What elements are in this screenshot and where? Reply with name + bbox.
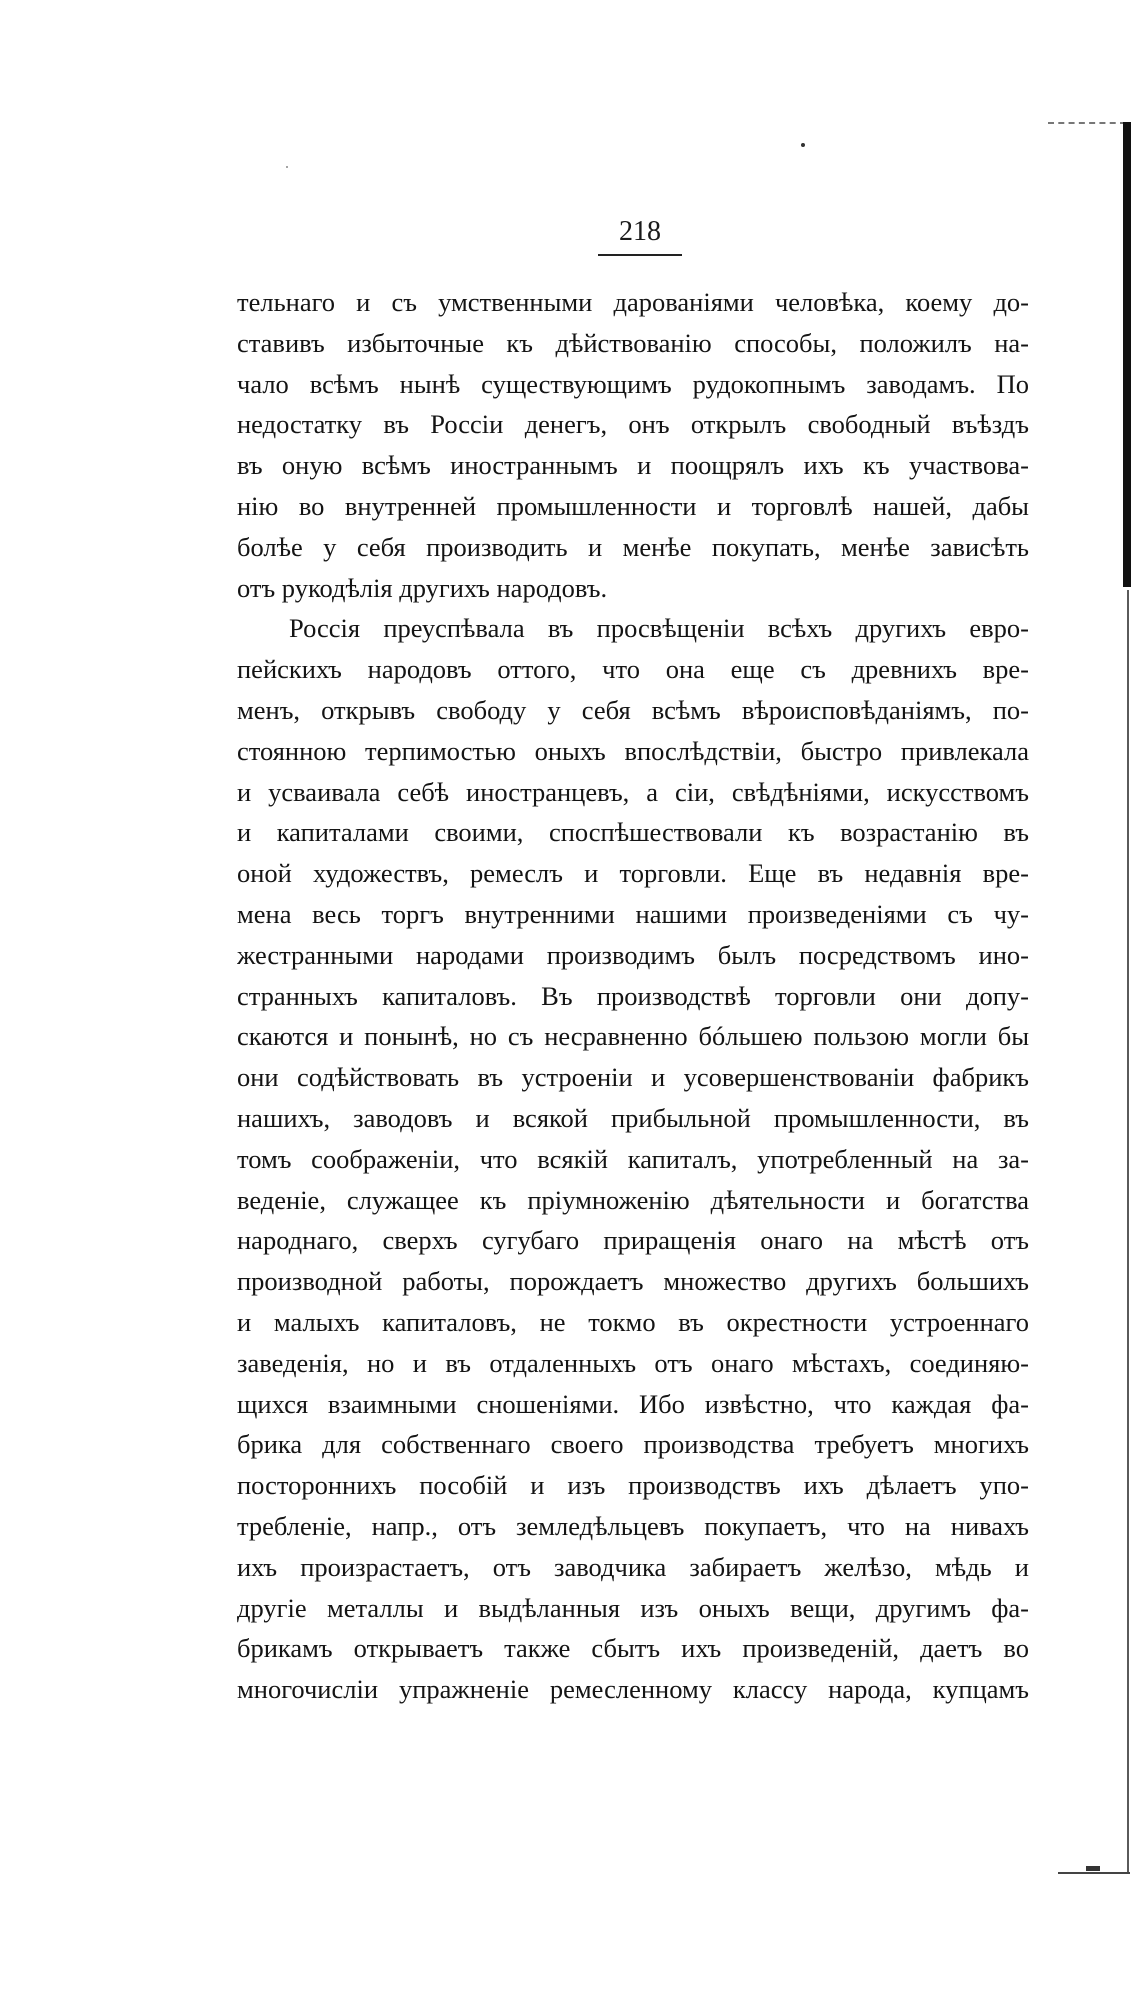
text-line: нiю во внутренней промышленности и торговлѣ нашей, дабы <box>237 490 1029 521</box>
text-line: народнаго, сверхъ сугубаго приращенiя онаго на мѣстѣ отъ <box>237 1225 1029 1256</box>
text-line: постороннихъ пособiй и изъ производствъ ихъ дѣлаетъ упо- <box>237 1470 1029 1501</box>
ink-speck <box>286 166 288 168</box>
text-line: нашихъ, заводовъ и всякой прибыльной промышленности, въ <box>237 1102 1029 1133</box>
scan-edge-shadow <box>1123 122 1131 587</box>
scan-edge-mark <box>1086 1866 1100 1871</box>
text-line: недостатку въ Россiи денегъ, онъ открылъ свободный въѣздъ <box>237 409 1029 440</box>
text-line: брикамъ открываетъ также сбытъ ихъ произведенiй, даетъ во <box>237 1633 1029 1664</box>
text-line: томъ соображенiи, что всякiй капиталъ, употребленный на за- <box>237 1143 1029 1174</box>
paragraph-start-line: Россiя преуспѣвала въ просвѣщенiи всѣхъ другихъ евро- <box>289 613 1029 644</box>
text-line: пейскихъ народовъ оттого, что она еще съ древнихъ вре- <box>237 654 1029 685</box>
text-line: оной художествъ, ремеслъ и торговли. Еще въ недавнiя вре- <box>237 858 1029 889</box>
text-line: многочислiи упражненiе ремесленному классу народа, купцамъ <box>237 1674 1029 1705</box>
text-line: ихъ произрастаетъ, отъ заводчика забираетъ желѣзо, мѣдь и <box>237 1551 1029 1582</box>
text-line: щихся взаимными сношенiями. Ибо извѣстно, что каждая фа- <box>237 1388 1029 1419</box>
text-line: они содѣйствовать въ устроенiи и усовершенствованiи фабрикъ <box>237 1062 1029 1093</box>
text-line: стоянною терпимостью оныхъ впослѣдствiи, быстро привлекала <box>237 735 1029 766</box>
text-line: болѣе у себя производить и менѣе покупать, менѣе зависѣть <box>237 531 1029 562</box>
scan-edge-top-dash <box>1048 122 1126 124</box>
text-line: заведенiя, но и въ отдаленныхъ отъ онаго мѣстахъ, соединяю- <box>237 1347 1029 1378</box>
text-line: и усваивала себѣ иностранцевъ, а сiи, свѣдѣнiями, искусствомъ <box>237 776 1029 807</box>
scan-edge-bottom-rule <box>1058 1872 1130 1874</box>
scan-edge-line <box>1127 590 1129 1872</box>
text-line: ставивъ избыточные къ дѣйствованiю способы, положилъ на- <box>237 327 1029 358</box>
text-line: жестранными народами производимъ былъ посредствомъ ино- <box>237 939 1029 970</box>
text-line: брика для собственнаго своего производства требуетъ многихъ <box>237 1429 1029 1460</box>
text-line: въ оную всѣмъ иностраннымъ и поощрялъ ихъ къ участвова- <box>237 450 1029 481</box>
text-line: и капиталами своими, споспѣшествовали къ возрастанiю въ <box>237 817 1029 848</box>
paragraph-end-line: отъ рукодѣлiя другихъ народовъ. <box>237 572 608 603</box>
page-number-rule <box>598 254 682 256</box>
text-line: странныхъ капиталовъ. Въ производствѣ торговли они допу- <box>237 980 1029 1011</box>
text-line: менъ, открывъ свободу у себя всѣмъ вѣроисповѣданiямъ, по- <box>237 694 1029 725</box>
text-line: и малыхъ капиталовъ, не токмо въ окрестности устроеннаго <box>237 1306 1029 1337</box>
text-line: другiе металлы и выдѣланныя изъ оныхъ вещи, другимъ фа- <box>237 1592 1029 1623</box>
ink-speck <box>801 143 805 147</box>
text-line: скаются и понынѣ, но съ несравненно бóльшею пользою могли бы <box>237 1021 1029 1052</box>
page-number: 218 <box>619 216 661 247</box>
text-line: веденiе, служащее къ прiумноженiю дѣятельности и богатства <box>237 1184 1029 1215</box>
body-text <box>237 282 1029 1710</box>
text-line: чало всѣмъ нынѣ существующимъ рудокопнымъ заводамъ. По <box>237 368 1029 399</box>
text-line: производной работы, порождаетъ множество другихъ большихъ <box>237 1266 1029 1297</box>
text-line: требленiе, напр., отъ земледѣльцевъ покупаетъ, что на нивахъ <box>237 1510 1029 1541</box>
text-line: тельнаго и съ умственными дарованiями человѣка, коему до- <box>237 287 1029 317</box>
text-line: мена весь торгъ внутренними нашими произведенiями съ чу- <box>237 898 1029 929</box>
